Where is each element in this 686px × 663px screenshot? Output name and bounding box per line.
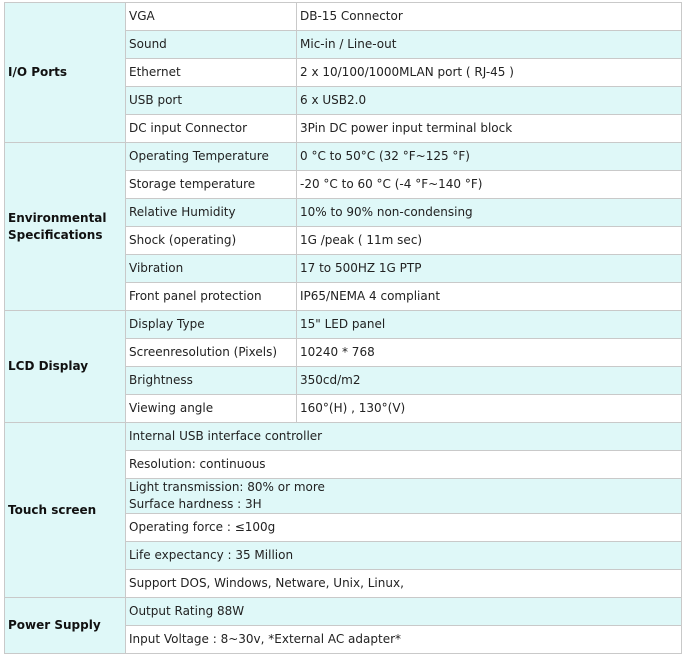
spec-value: -20 °C to 60 °C (-4 °F~140 °F) — [297, 171, 682, 199]
spec-label: Operating Temperature — [126, 143, 297, 171]
spec-text: Output Rating 88W — [126, 598, 682, 626]
spec-value: IP65/NEMA 4 compliant — [297, 283, 682, 311]
spec-label: Sound — [126, 31, 297, 59]
spec-label: Relative Humidity — [126, 199, 297, 227]
spec-value: DB-15 Connector — [297, 3, 682, 31]
spec-value: 0 °C to 50°C (32 °F~125 °F) — [297, 143, 682, 171]
spec-label: Vibration — [126, 255, 297, 283]
spec-label: Shock (operating) — [126, 227, 297, 255]
spec-value: 10240 * 768 — [297, 339, 682, 367]
spec-value: 3Pin DC power input terminal block — [297, 115, 682, 143]
category-io-ports: I/O Ports — [5, 3, 126, 143]
category-lcd-display: LCD Display — [5, 311, 126, 423]
spec-label: Screenresolution (Pixels) — [126, 339, 297, 367]
spec-label: Front panel protection — [126, 283, 297, 311]
category-touch-screen: Touch screen — [5, 423, 126, 598]
spec-text: Input Voltage : 8~30v, *External AC adapter* — [126, 626, 682, 654]
table-row — [5, 3, 682, 31]
spec-label: Brightness — [126, 367, 297, 395]
spec-text-multiline — [126, 479, 682, 514]
spec-label: DC input Connector — [126, 115, 297, 143]
spec-label: Viewing angle — [126, 395, 297, 423]
spec-label: USB port — [126, 87, 297, 115]
table-row — [5, 311, 682, 339]
category-power-supply: Power Supply — [5, 598, 126, 654]
spec-value: 17 to 500HZ 1G PTP — [297, 255, 682, 283]
spec-text-line: Surface hardness : 3H — [129, 497, 262, 511]
spec-label: Display Type — [126, 311, 297, 339]
spec-value: 2 x 10/100/1000MLAN port ( RJ-45 ) — [297, 59, 682, 87]
specifications-table — [4, 2, 682, 654]
spec-label: Storage temperature — [126, 171, 297, 199]
spec-value: 15" LED panel — [297, 311, 682, 339]
table-row — [5, 598, 682, 626]
spec-text: Resolution: continuous — [126, 451, 682, 479]
category-environmental-specifications: Environmental Specifications — [5, 143, 126, 311]
spec-value: 10% to 90% non-condensing — [297, 199, 682, 227]
table-row — [5, 143, 682, 171]
spec-value: 160°(H) , 130°(V) — [297, 395, 682, 423]
table-row — [5, 423, 682, 451]
spec-text: Life expectancy : 35 Million — [126, 542, 682, 570]
spec-label: Ethernet — [126, 59, 297, 87]
spec-text-line: Light transmission: 80% or more — [129, 480, 325, 494]
spec-value: 1G /peak ( 11m sec) — [297, 227, 682, 255]
spec-value: 350cd/m2 — [297, 367, 682, 395]
spec-value: Mic-in / Line-out — [297, 31, 682, 59]
spec-text: Operating force : ≤100g — [126, 514, 682, 542]
spec-text: Support DOS, Windows, Netware, Unix, Linux, — [126, 570, 682, 598]
spec-label: VGA — [126, 3, 297, 31]
spec-text: Internal USB interface controller — [126, 423, 682, 451]
spec-value: 6 x USB2.0 — [297, 87, 682, 115]
